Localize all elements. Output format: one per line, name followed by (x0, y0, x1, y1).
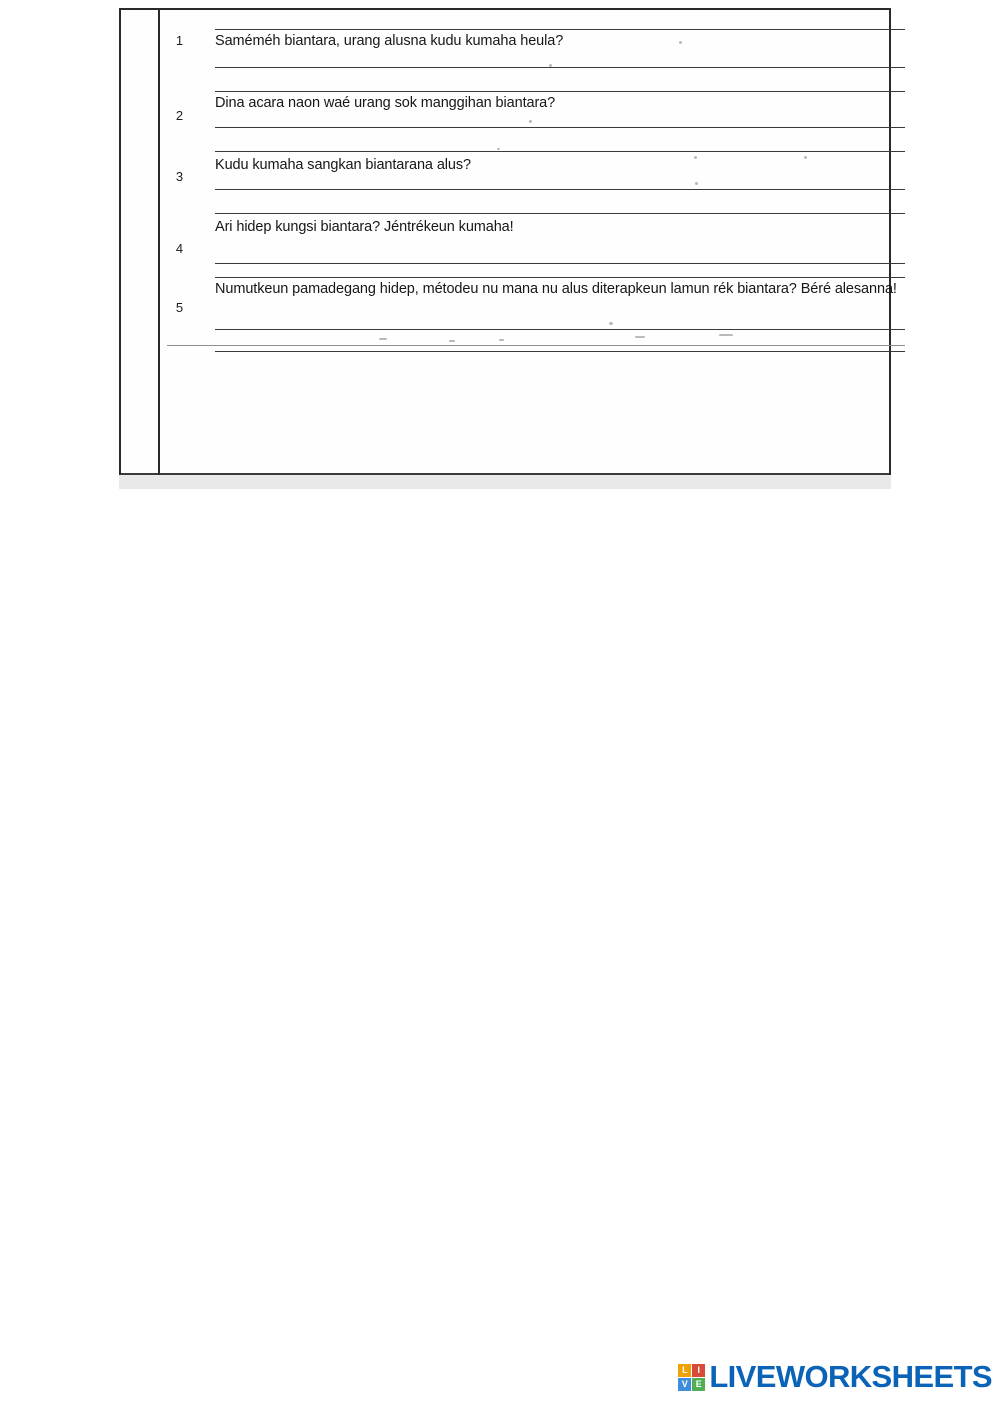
scan-speck (499, 339, 504, 341)
scan-speck (635, 336, 645, 338)
answer-rule (215, 329, 905, 330)
scan-speck (719, 334, 733, 336)
logo-tile-i: I (692, 1364, 705, 1377)
scan-speck (497, 148, 500, 150)
answer-rule (167, 345, 905, 346)
scan-speck (379, 338, 387, 340)
answer-rule (215, 351, 905, 352)
scan-speck (609, 322, 613, 325)
answer-rule (215, 263, 905, 264)
answer-rule (215, 29, 905, 30)
table-border-top (119, 8, 891, 10)
liveworksheets-logo[interactable] (678, 1359, 992, 1395)
logo-tiles (678, 1364, 705, 1391)
scan-speck (679, 41, 682, 44)
scan-speck (694, 156, 697, 159)
scan-speck (449, 340, 455, 342)
answer-rule (215, 127, 905, 128)
question-number-3: 3 (175, 169, 184, 184)
scan-speck (549, 64, 552, 67)
question-text-2: Dina acara naon waé urang sok manggihan biantara? (215, 95, 556, 111)
table-border-left (119, 8, 121, 475)
logo-wordmark: LIVEWORKSHEETS (709, 1359, 992, 1394)
table-border-right (889, 8, 891, 475)
question-text-3: Kudu kumaha sangkan biantarana alus? (215, 157, 471, 173)
logo-tile-e: E (692, 1378, 705, 1391)
scan-speck (695, 182, 698, 185)
answer-rule (215, 277, 905, 278)
answer-rule (215, 67, 905, 68)
answer-rule (215, 91, 905, 92)
answer-rule (215, 151, 905, 152)
question-number-2: 2 (175, 108, 184, 123)
question-number-5: 5 (175, 300, 184, 315)
answer-rule (215, 189, 905, 190)
worksheet-scan (119, 8, 897, 475)
scan-edge-shadow (119, 475, 891, 489)
question-text-1: Saméméh biantara, urang alusna kudu kumaha heula? (215, 33, 564, 49)
question-text-4: Ari hidep kungsi biantara? Jéntrékeun kumaha! (215, 219, 514, 235)
answer-rule (215, 213, 905, 214)
question-number-1: 1 (175, 33, 184, 48)
logo-tile-l: L (678, 1364, 691, 1377)
question-number-4: 4 (175, 241, 184, 256)
question-text-5: Numutkeun pamadegang hidep, métodeu nu mana nu alus diterapkeun lamun rék biantara? Béré alesanna! (215, 281, 897, 297)
logo-tile-v: V (678, 1378, 691, 1391)
scan-speck (804, 156, 807, 159)
scan-speck (529, 120, 532, 123)
